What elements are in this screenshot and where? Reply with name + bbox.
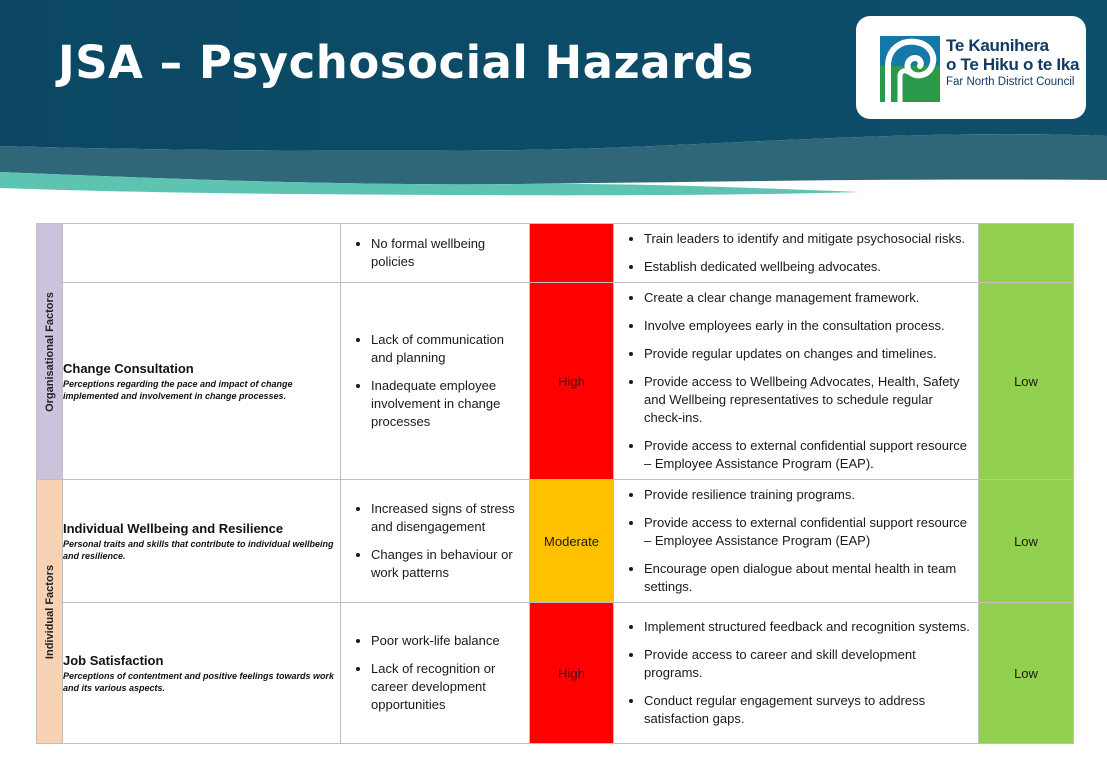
controls-cell bbox=[614, 603, 979, 744]
controls-cell bbox=[614, 224, 979, 283]
initial-risk-cell bbox=[530, 224, 614, 283]
signs-cell bbox=[341, 224, 530, 283]
control-item: • Train leaders to identify and mitigate psychosocial risks. bbox=[644, 230, 972, 248]
hazard-description: Personal traits and skills that contribute to individual wellbeing and resilience. bbox=[63, 538, 334, 561]
category-label: Organisational Factors bbox=[43, 291, 56, 412]
residual-risk-cell: Low bbox=[979, 480, 1074, 603]
controls-cell bbox=[614, 480, 979, 603]
table-row bbox=[37, 603, 1074, 744]
control-item: • Implement structured feedback and recognition systems. bbox=[644, 618, 972, 636]
control-item: • Create a clear change management framework. bbox=[644, 289, 972, 307]
category-label: Individual Factors bbox=[43, 564, 56, 659]
sign-item: • Changes in behaviour or work patterns bbox=[371, 546, 523, 582]
control-item: • Establish dedicated wellbeing advocates. bbox=[644, 258, 972, 276]
category-organisational bbox=[37, 224, 63, 480]
residual-risk-cell: Low bbox=[979, 603, 1074, 744]
sign-item: • No formal wellbeing policies bbox=[371, 235, 523, 271]
residual-risk-cell: Low bbox=[979, 283, 1074, 480]
table-row bbox=[37, 480, 1074, 603]
residual-risk-cell bbox=[979, 224, 1074, 283]
control-item: • Conduct regular engagement surveys to address satisfaction gaps. bbox=[644, 692, 972, 728]
initial-risk-cell: High bbox=[530, 603, 614, 744]
sign-item: • Inadequate employee involvement in change processes bbox=[371, 377, 523, 431]
signs-cell bbox=[341, 603, 530, 744]
logo-text-line2: o Te Hiku o te Ika bbox=[946, 55, 1080, 74]
hazard-title: Job Satisfaction bbox=[63, 652, 164, 668]
signs-cell bbox=[341, 283, 530, 480]
hazard-cell bbox=[63, 283, 341, 480]
hazard-cell bbox=[63, 224, 341, 283]
initial-risk-cell: Moderate bbox=[530, 480, 614, 603]
hazard-title: Change Consultation bbox=[63, 360, 194, 376]
table-row bbox=[37, 283, 1074, 480]
control-item: • Provide access to external confidential support resource – Employee Assistance Program (EAP). bbox=[644, 437, 972, 473]
control-item: • Provide resilience training programs. bbox=[644, 486, 972, 504]
category-individual bbox=[37, 480, 63, 744]
hazard-title: Individual Wellbeing and Resilience bbox=[63, 520, 284, 536]
controls-cell bbox=[614, 283, 979, 480]
hazard-cell bbox=[63, 480, 341, 603]
hazard-cell bbox=[63, 603, 341, 744]
control-item: • Provide access to external confidential support resource – Employee Assistance Program (EAP) bbox=[644, 514, 972, 550]
sign-item: • Lack of communication and planning bbox=[371, 331, 523, 367]
control-item: • Provide access to Wellbeing Advocates, Health, Safety and Wellbeing representatives to schedule regular check-ins. bbox=[644, 373, 972, 427]
hazard-description: Perceptions regarding the pace and impact of change implemented and involvement in change processes. bbox=[63, 378, 293, 401]
signs-cell bbox=[341, 480, 530, 603]
sign-item: • Increased signs of stress and disengagement bbox=[371, 500, 523, 536]
council-logo bbox=[856, 16, 1086, 119]
control-item: • Encourage open dialogue about mental health in team settings. bbox=[644, 560, 972, 596]
koru-fern-logo-icon bbox=[880, 36, 940, 102]
page-title: JSA – Psychosocial Hazards bbox=[58, 36, 754, 89]
control-item: • Provide regular updates on changes and timelines. bbox=[644, 345, 972, 363]
logo-text-line1: Te Kaunihera bbox=[946, 36, 1049, 55]
logo-text-line3: Far North District Council bbox=[946, 76, 1075, 88]
control-item: • Provide access to career and skill development programs. bbox=[644, 646, 972, 682]
control-item: • Involve employees early in the consultation process. bbox=[644, 317, 972, 335]
hazard-description: Perceptions of contentment and positive feelings towards work and its various aspects. bbox=[63, 670, 335, 693]
initial-risk-cell: High bbox=[530, 283, 614, 480]
sign-item: • Lack of recognition or career development opportunities bbox=[371, 660, 523, 714]
table-row bbox=[37, 224, 1074, 283]
sign-item: • Poor work-life balance bbox=[371, 632, 523, 650]
hazard-table bbox=[36, 223, 1074, 744]
